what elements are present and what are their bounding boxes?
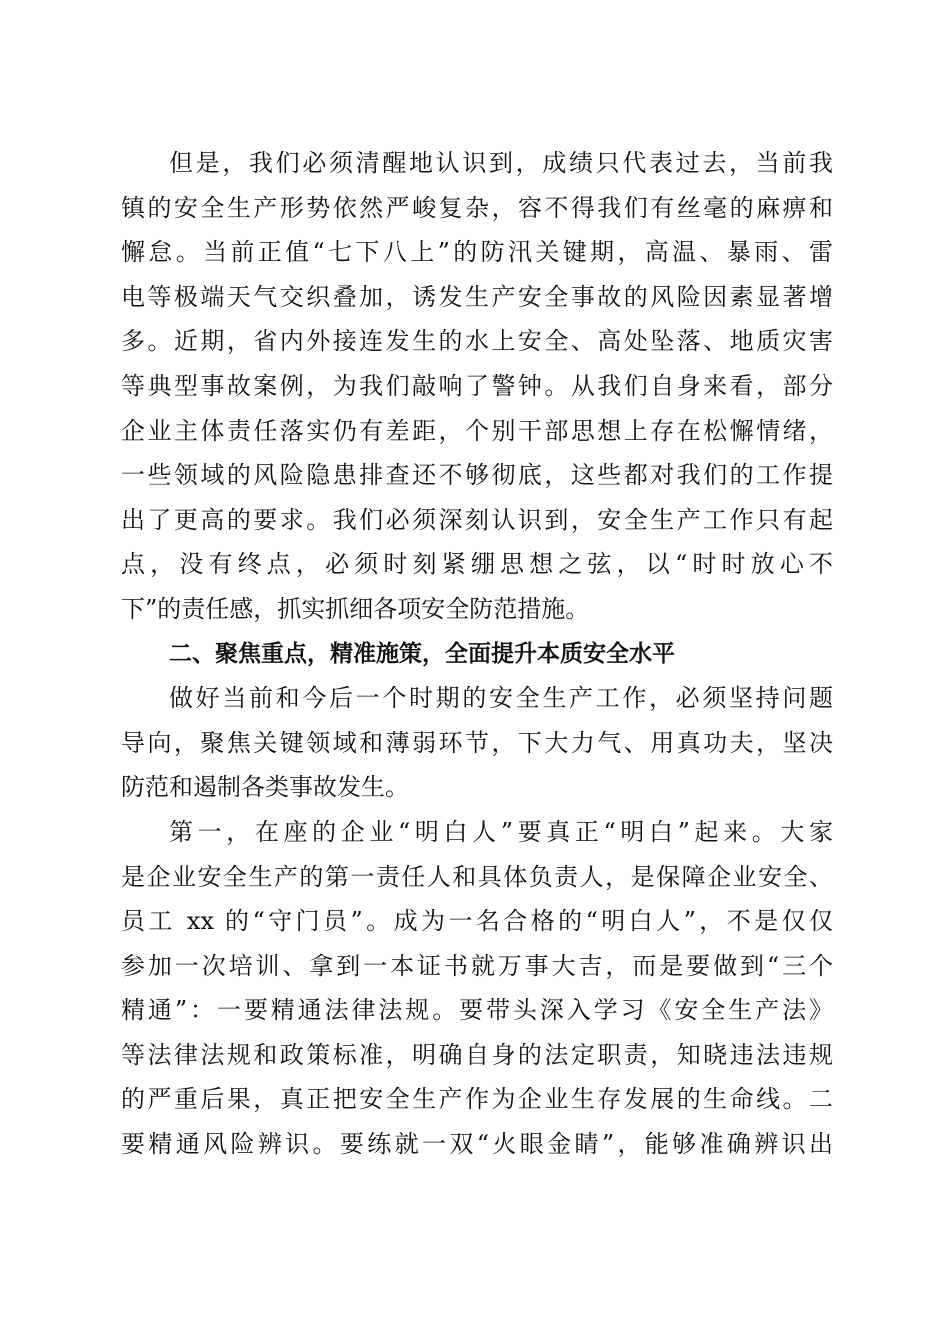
text-line: 要精通风险辨识。要练就一双“火眼金睛”，能够准确辨识出 — [121, 1130, 833, 1159]
text-line: 等法律法规和政策标准，明确自身的法定职责，知晓违法违规 — [121, 1040, 833, 1069]
text-line: 导向，聚焦关键领域和薄弱环节，下大力气、用真功夫，坚决 — [121, 728, 833, 757]
paragraph — [121, 676, 833, 810]
text-line: 企业主体责任落实仍有差距，个别干部思想上存在松懈情绪， — [121, 416, 833, 445]
text-line: 是企业安全生产的第一责任人和具体负责人，是保障企业安全、 — [121, 862, 833, 891]
text-line: 多。近期，省内外接连发生的水上安全、高处坠落、地质灾害 — [121, 327, 833, 356]
text-line: 的严重后果，真正把安全生产作为企业生存发展的生命线。二 — [121, 1085, 833, 1114]
text-line: 精通”：一要精通法律法规。要带头深入学习《安全生产法》 — [121, 996, 833, 1025]
document-body — [121, 141, 833, 1167]
text-line: 等典型事故案例，为我们敲响了警钟。从我们自身来看，部分 — [121, 371, 833, 400]
text-line: 但是，我们必须清醒地认识到，成绩只代表过去，当前我 — [169, 149, 833, 177]
text-line: 出了更高的要求。我们必须深刻认识到，安全生产工作只有起 — [121, 505, 833, 534]
section-heading: 二、聚焦重点，精准施策，全面提升本质安全水平 — [169, 640, 675, 667]
text-line: 懈怠。当前正值“七下八上”的防汛关键期，高温、暴雨、雷 — [121, 238, 833, 267]
text-line: 员工 xx 的“守门员”。成为一名合格的“明白人”，不是仅仅 — [121, 907, 833, 936]
text-line: 第一，在座的企业“明白人”要真正“明白”起来。大家 — [169, 817, 833, 846]
text-line: 下”的责任感，抓实抓细各项安全防范措施。 — [121, 594, 590, 623]
text-line: 参加一次培训、拿到一本证书就万事大吉，而是要做到“三个 — [121, 951, 833, 980]
text-line: 电等极端天气交织叠加，诱发生产安全事故的风险因素显著增 — [121, 282, 833, 311]
text-line: 做好当前和今后一个时期的安全生产工作，必须坚持问题 — [169, 684, 833, 713]
text-line: 点，没有终点，必须时刻紧绷思想之弦，以“时时放心不 — [121, 550, 833, 579]
text-line: 镇的安全生产形势依然严峻复杂，容不得我们有丝毫的麻痹和 — [121, 193, 833, 222]
paragraph — [121, 141, 833, 632]
paragraph — [121, 810, 833, 1167]
text-line: 一些领域的风险隐患排查还不够彻底，这些都对我们的工作提 — [121, 461, 833, 490]
text-line: 防范和遏制各类事故发生。 — [121, 773, 409, 802]
